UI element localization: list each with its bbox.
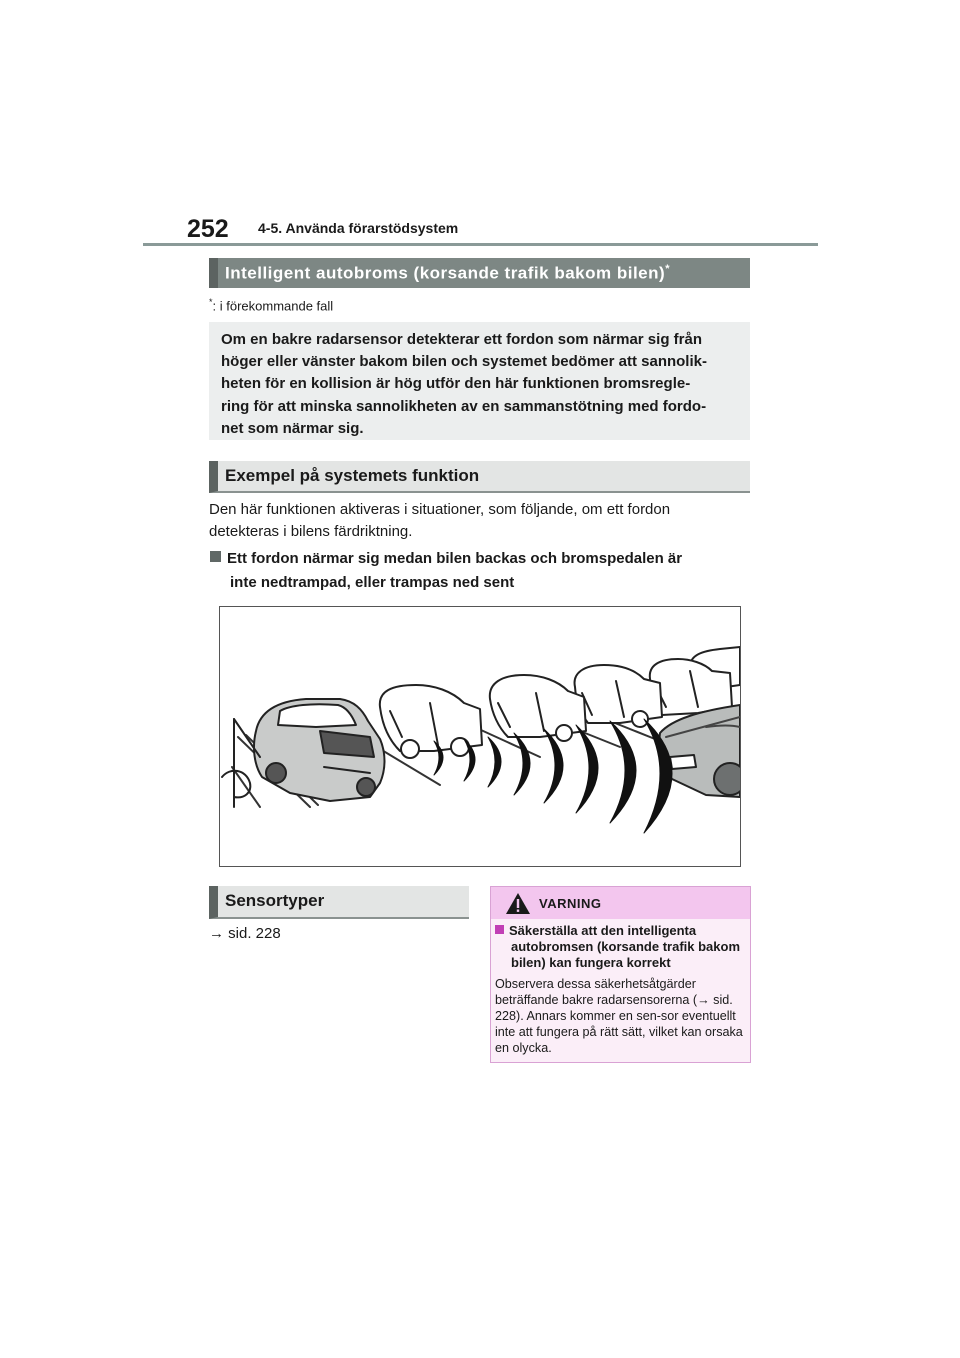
header-divider bbox=[143, 243, 818, 246]
body-line: detekteras i bilens färdriktning. bbox=[209, 523, 413, 540]
bullet-square-icon bbox=[210, 551, 221, 562]
warning-label: VARNING bbox=[539, 896, 602, 911]
warning-subheading-line-1: Säkerställa att den intelligenta bbox=[509, 923, 697, 938]
warning-triangle-icon bbox=[505, 892, 531, 915]
parking-illustration bbox=[219, 606, 741, 867]
intro-line: höger eller vänster bakom bilen och systemet bedömer att sannolik- bbox=[221, 353, 707, 371]
title-footnote-mark: * bbox=[665, 263, 670, 275]
section-title-bar bbox=[209, 258, 750, 288]
page-number: 252 bbox=[187, 215, 229, 243]
warning-box bbox=[490, 886, 751, 1063]
intro-line: heten för en kollision är hög utför den här funktionen bromsregle- bbox=[221, 375, 691, 393]
example-heading: Exempel på systemets funktion bbox=[209, 461, 750, 493]
subheading-line-1: Ett fordon närmar sig medan bilen backas och bromspedalen är bbox=[227, 550, 683, 567]
warning-subheading-rest: autobromsen (korsande trafik bakom bilen) kan fungera korrekt bbox=[511, 939, 740, 970]
example-subheading bbox=[210, 547, 750, 595]
intro-line: ring för att minska sannolikheten av en sammanstötning med fordo- bbox=[221, 397, 707, 415]
sensor-types-heading: Sensortyper bbox=[209, 886, 469, 919]
footnote-text: : i förekommande fall bbox=[212, 298, 334, 314]
chapter-title: 4-5. Använda förarstödsystem bbox=[258, 220, 459, 236]
footnote-mark: * bbox=[209, 297, 213, 307]
warning-text: Observera dessa säkerhetsåtgärder beträffande bakre radarsensorerna (→ sid. 228). Annars kommer en sen-sor eventuellt inte att fungera på rätt sätt, vilket kan orsaka en olycka. bbox=[495, 977, 743, 1055]
section-title: Intelligent autobroms (korsande trafik bakom bilen) bbox=[225, 263, 666, 283]
warning-bullet-icon bbox=[495, 925, 504, 934]
example-body bbox=[209, 499, 750, 543]
warning-subheading bbox=[495, 923, 745, 971]
body-line: Den här funktionen aktiveras i situationer, som följande, om ett fordon bbox=[209, 501, 671, 518]
intro-line: Om en bakre radarsensor detekterar ett fordon som närmar sig från bbox=[221, 331, 702, 348]
footnote bbox=[209, 297, 333, 313]
page-reference-link[interactable]: → sid. 228 bbox=[209, 925, 281, 942]
own-car bbox=[254, 699, 385, 801]
warning-header bbox=[491, 887, 750, 919]
left-structure bbox=[222, 719, 260, 807]
intro-line: net som närmar sig. bbox=[221, 419, 364, 437]
intro-box bbox=[209, 322, 750, 440]
subheading-line-2: inte nedtrampad, eller trampas ned sent bbox=[230, 574, 515, 591]
